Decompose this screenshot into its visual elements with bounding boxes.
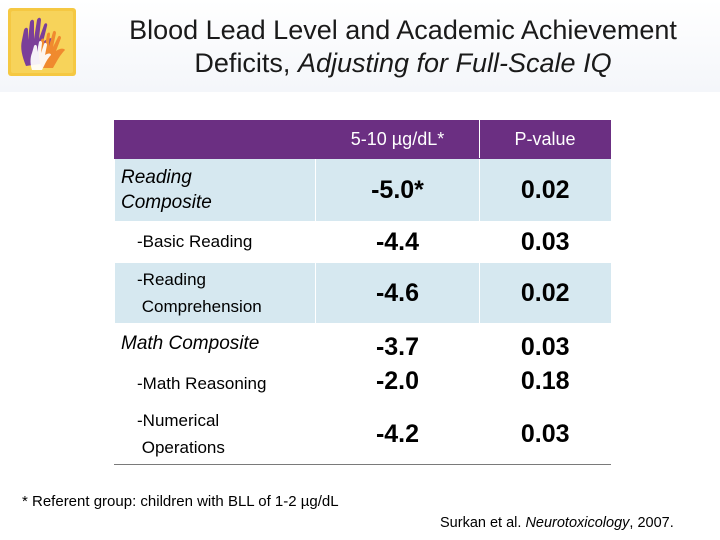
- table-header-row: [115, 121, 611, 159]
- row-label-line: Comprehension: [137, 296, 262, 316]
- results-table: [114, 120, 611, 465]
- pvalue-math-reasoning: 0.18: [520, 366, 570, 395]
- pvalue-cell: 0.03: [480, 221, 611, 263]
- pvalue-cell: 0.02: [480, 263, 611, 323]
- row-label-line: -Basic Reading: [137, 232, 253, 251]
- footnote: * Referent group: children with BLL of 1-2 µg/dL: [22, 493, 339, 510]
- citation-year: , 2007.: [629, 515, 674, 531]
- hand-print-logo-icon: [8, 8, 76, 76]
- row-label-line: Reading: [121, 166, 192, 188]
- table-row: [115, 159, 611, 221]
- slide-title: [86, 14, 720, 80]
- value-cell: -4.6: [316, 263, 480, 323]
- value-cell: -4.4: [316, 221, 480, 263]
- table-row: [115, 221, 611, 263]
- row-label-math-group: [115, 323, 316, 405]
- title-line-2-prefix: Deficits,: [194, 48, 298, 78]
- row-label-numerical-operations: [115, 405, 316, 465]
- pvalue-cell: 0.02: [480, 159, 611, 221]
- title-line-2-italic: Adjusting for Full-Scale IQ: [297, 48, 612, 78]
- row-label-line: -Math Reasoning: [137, 374, 267, 393]
- table-row: [115, 323, 611, 405]
- pvalue-cell: 0.03: [480, 405, 611, 465]
- citation-authors: Surkan et al.: [440, 515, 526, 531]
- row-label-reading-comprehension: [115, 263, 316, 323]
- title-line-2: [86, 47, 720, 80]
- row-label-line: Operations: [137, 438, 225, 458]
- table-row: [115, 263, 611, 323]
- row-label-line: -Reading: [137, 269, 206, 289]
- row-label-reading-composite: [115, 159, 316, 221]
- title-line-1: Blood Lead Level and Academic Achievement: [129, 15, 677, 45]
- column-header-pvalue: P-value: [480, 121, 611, 159]
- pvalue-math-composite: 0.03: [520, 332, 570, 361]
- value-cell: -4.2: [316, 405, 480, 465]
- value-cell: -5.0*: [316, 159, 480, 221]
- row-label-line: Math Composite: [121, 333, 260, 354]
- table-row: [115, 405, 611, 465]
- row-label-line: Composite: [121, 191, 212, 213]
- value-math-composite: -3.7: [375, 332, 420, 361]
- value-cell: [316, 323, 480, 405]
- pvalue-cell: [480, 323, 611, 405]
- value-math-reasoning: -2.0: [375, 366, 420, 395]
- column-header-exposure: 5-10 µg/dL*: [316, 121, 480, 159]
- citation-journal: Neurotoxicology: [525, 515, 630, 531]
- row-label-basic-reading: [115, 221, 316, 263]
- column-header-blank: [115, 121, 316, 159]
- citation: [440, 515, 674, 531]
- row-label-line: -Numerical: [137, 411, 220, 431]
